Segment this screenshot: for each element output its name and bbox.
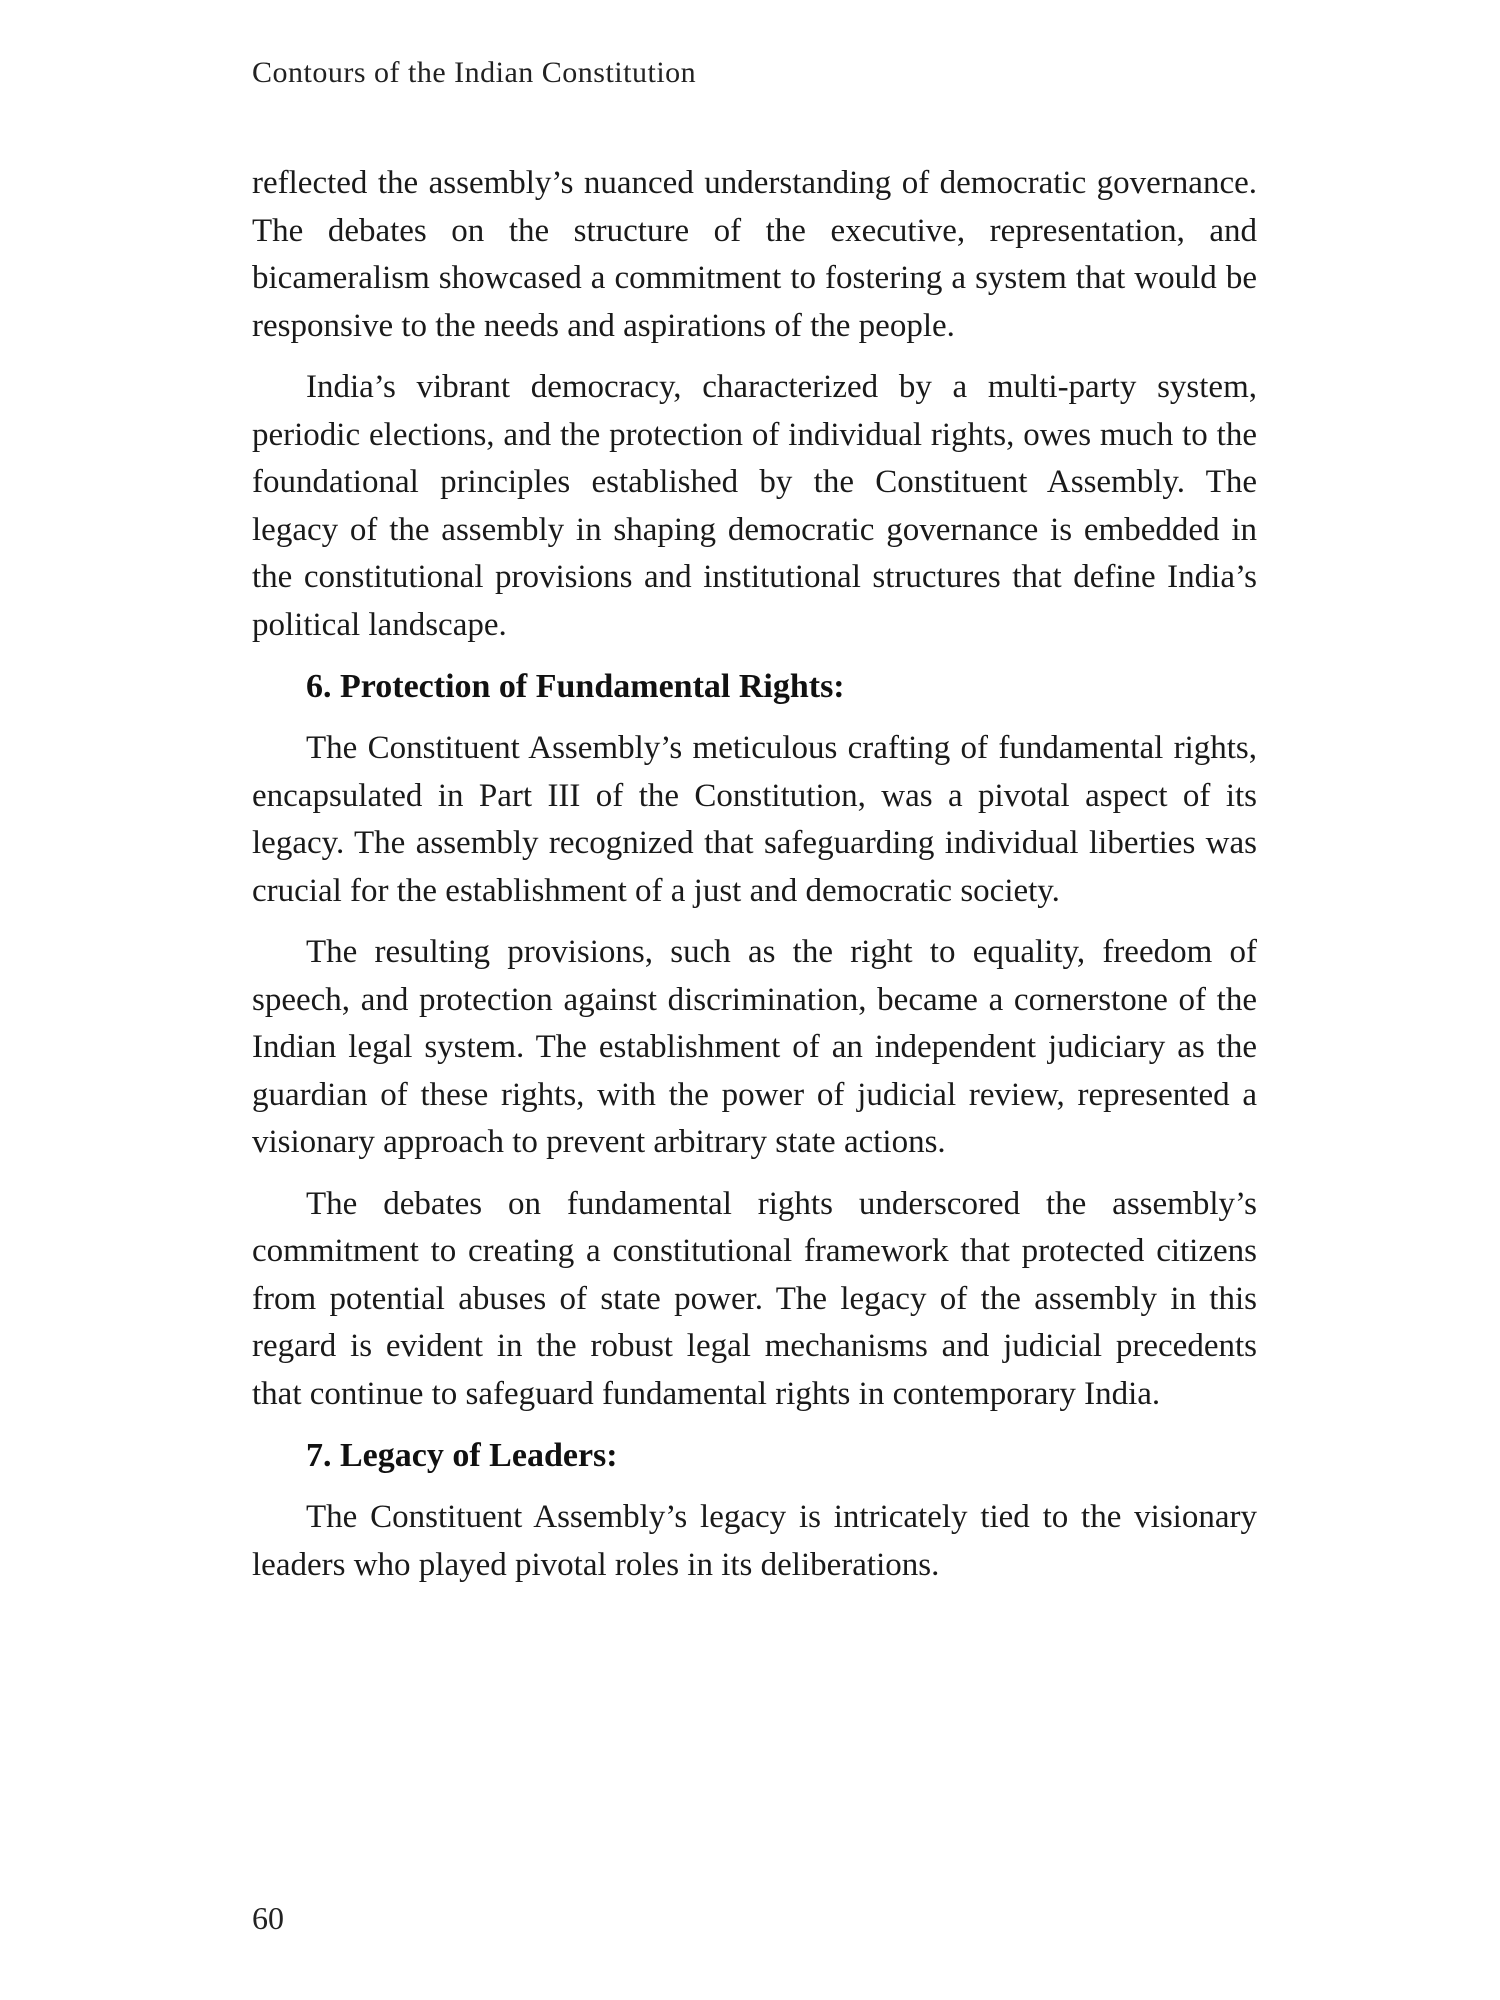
paragraph-fundamental-rights-3: The debates on fundamental rights underscored the assembly’s commitment to creating a constitutional framework that protected citizens from potential abuses of state power. The legacy of the assembly in this regard is evident in the robust legal mechanisms and judicial precedents that continue to safeguard fundamental rights in contemporary India. <box>252 1185 1257 1412</box>
paragraph-fundamental-rights-1: The Constituent Assembly’s meticulous crafting of fundamental rights, encapsulated in Part III of the Constitution, was a pivotal aspect of its legacy. The assembly recognized that safeguarding individual liberties was crucial for the establishment of a just and democratic society. <box>252 730 1257 909</box>
running-head: Contours of the Indian Constitution <box>252 56 697 89</box>
paragraph-legacy-of-leaders-1: The Constituent Assembly’s legacy is intricately tied to the visionary leaders who played pivotal roles in its deliberations. <box>252 1499 1257 1583</box>
paragraph-fundamental-rights-2: The resulting provisions, such as the right to equality, freedom of speech, and protection against discrimination, became a cornerstone of the Indian legal system. The establishment of an independent judiciary as the guardian of these rights, with the power of judicial review, represented a visionary approach to prevent arbitrary state actions. <box>252 934 1257 1160</box>
paragraph-democracy: India’s vibrant democracy, characterized by a multi-party system, periodic elections, and the protection of individual rights, owes much to the foundational principles established by the Constituent Assembly. The legacy of the assembly in shaping democratic governance is embedded in the constitutional provisions and institutional structures that define India’s political landscape. <box>252 369 1257 643</box>
page-number: 60 <box>252 1900 284 1936</box>
section-heading-legacy-of-leaders: 7. Legacy of Leaders: <box>306 1437 618 1474</box>
page-body <box>252 160 1257 1603</box>
paragraph-continued: reflected the assembly’s nuanced understanding of democratic governance. The debates on the structure of the executive, representation, and bicameralism showcased a commitment to fostering a system that would be responsive to the needs and aspirations of the people. <box>252 165 1257 344</box>
section-heading-fundamental-rights: 6. Protection of Fundamental Rights: <box>306 668 845 705</box>
